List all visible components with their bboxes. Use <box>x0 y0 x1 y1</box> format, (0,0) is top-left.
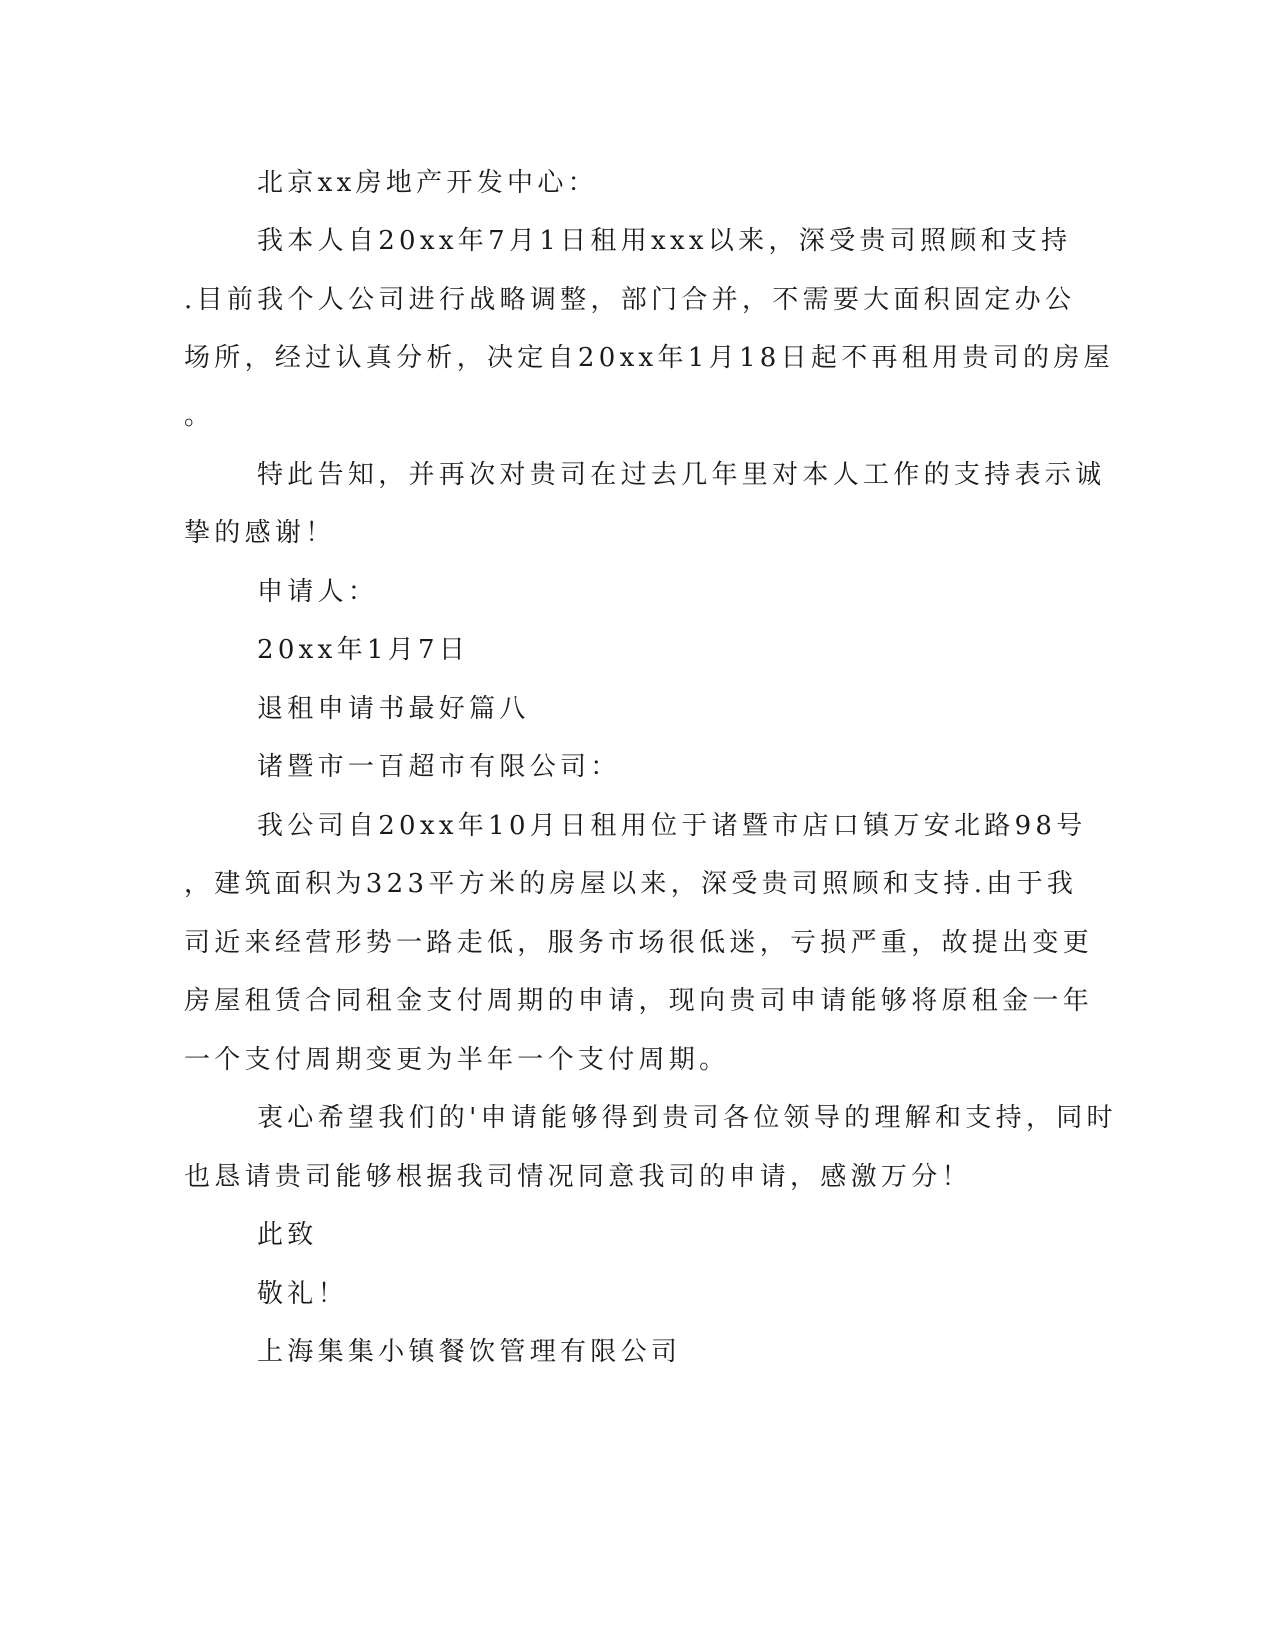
salutation-1: 北京xx房地产开发中心： <box>257 168 598 198</box>
letter1-body-line: .目前我个人公司进行战略调整，部门合并，不需要大面积固定办公 <box>184 285 1076 315</box>
letter2-body-line: 房屋租赁合同租金支付周期的申请，现向贵司申请能够将原租金一年 <box>184 986 1094 1016</box>
letter1-body-line: 。 <box>184 401 215 431</box>
closing-line-2: 敬礼！ <box>257 1279 348 1309</box>
letter2-body-line: 我公司自20xx年10月日租用位于诸暨市店口镇万安北路98号 <box>257 811 1087 841</box>
letter2-body-line: 也恳请贵司能够根据我司情况同意我司的申请，感激万分！ <box>184 1162 972 1192</box>
salutation-2: 诸暨市一百超市有限公司： <box>257 752 621 782</box>
letter2-body-line: 司近来经营形势一路走低，服务市场很低迷，亏损严重，故提出变更 <box>184 928 1094 958</box>
company-name: 上海集集小镇餐饮管理有限公司 <box>257 1337 682 1367</box>
section-title: 退租申请书最好篇八 <box>257 694 530 724</box>
letter2-body-line: ，建筑面积为323平方米的房屋以来，深受贵司照顾和支持.由于我 <box>184 869 1078 899</box>
letter1-body-line: 挚的感谢！ <box>184 518 336 548</box>
letter2-body-line: 衷心希望我们的'申请能够得到贵司各位领导的理解和支持，同时 <box>257 1103 1117 1133</box>
closing-line-1: 此致 <box>257 1220 318 1250</box>
letter1-body-line: 场所，经过认真分析，决定自20xx年1月18日起不再租用贵司的房屋 <box>184 343 1114 373</box>
letter1-date: 20xx年1月7日 <box>257 635 470 665</box>
letter1-body-line: 我本人自20xx年7月1日租用xxx以来，深受贵司照顾和支持 <box>257 226 1072 256</box>
applicant-label: 申请人： <box>257 577 379 607</box>
letter1-body-line: 特此告知，并再次对贵司在过去几年里对本人工作的支持表示诚 <box>257 460 1106 490</box>
letter2-body-line: 一个支付周期变更为半年一个支付周期。 <box>184 1045 730 1075</box>
